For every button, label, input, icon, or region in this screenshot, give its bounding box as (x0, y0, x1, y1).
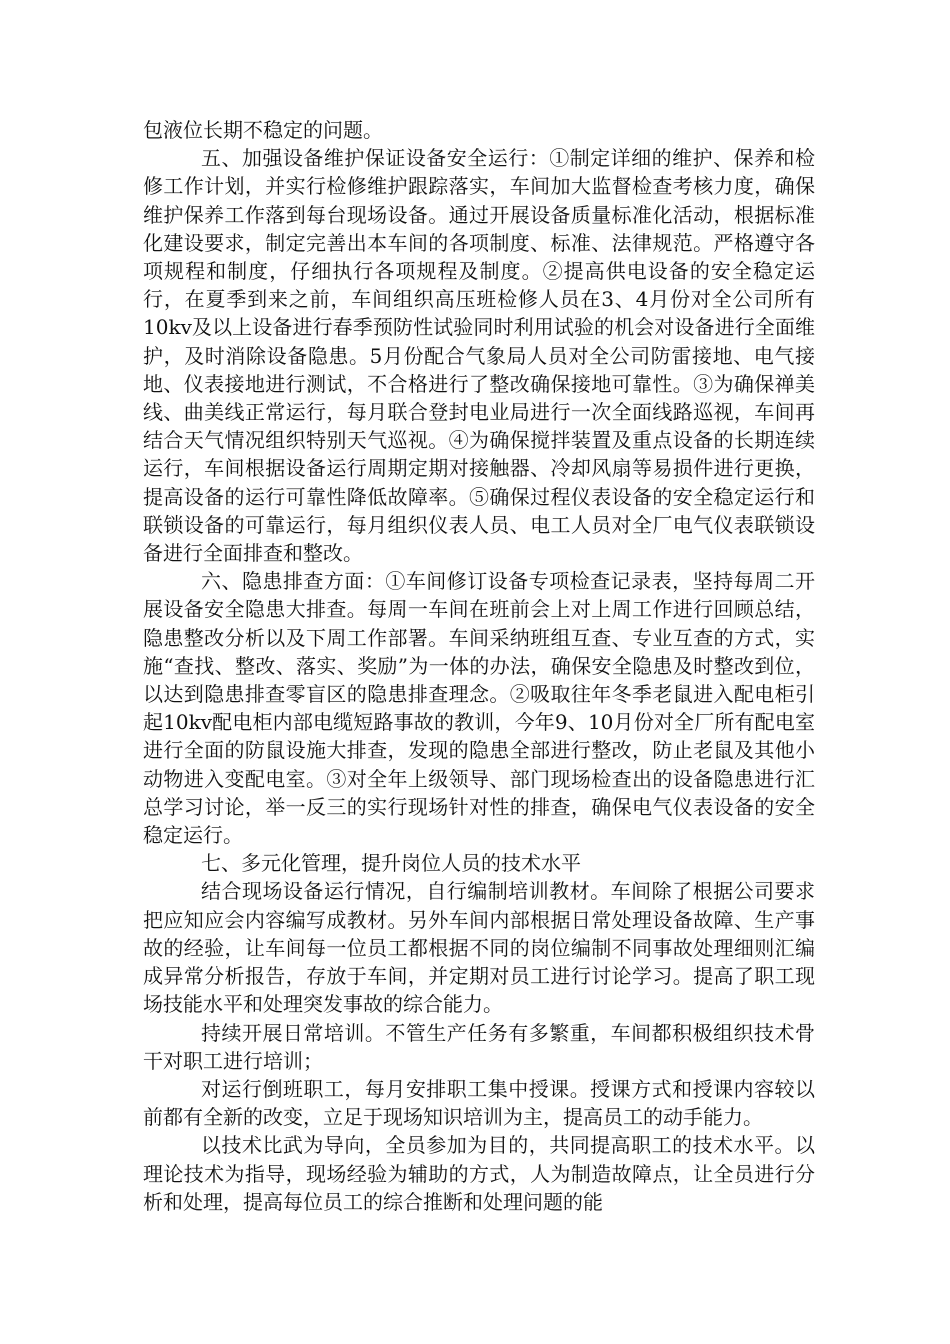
section-7-heading: 七、多元化管理，提升岗位人员的技术水平 (201, 851, 581, 876)
document-body (143, 116, 815, 1216)
paragraph-training-materials: 结合现场设备运行情况，自行编制培训教材。车间除了根据公司要求把应知应会内容编写成教材。另外车间内部根据日常处理设备故障、生产事故的经验，让车间每一位员工都根据不同的岗位编制不同事故处理细则汇编成异常分析报告，存放于车间，并定期对员工进行讨论学习。提高了职工现场技能水平和处理突发事故的综合能力。 (143, 879, 815, 1017)
paragraph-daily-training: 持续开展日常培训。不管生产任务有多繁重，车间都积极组织技术骨干对职工进行培训； (143, 1020, 815, 1073)
paragraph-shift-workers: 对运行倒班职工，每月安排职工集中授课。授课方式和授课内容较以前都有全新的改变，立足于现场知识培训为主，提高员工的动手能力。 (143, 1076, 815, 1130)
paragraph-section-6-hazard-inspection: 六、隐患排查方面：①车间修订设备专项检查记录表，坚持每周二开展设备安全隐患大排查。每周一车间在班前会上对上周工作进行回顾总结，隐患整改分析以及下周工作部署。车间采纳班组互查、专业互查的方式，实施“查找、整改、落实、奖励”为一体的办法，确保安全隐患及时整改到位，以达到隐患排查零盲区的隐患排查理念。②吸取往年冬季老鼠进入配电柜引起10kv配电柜内部电缆短路事故的教训，今年9、10月份对全厂所有配电室进行全面的防鼠设施大排查，发现的隐患全部进行整改，防止老鼠及其他小动物进入变配电室。③对全年上级领导、部门现场检查出的设备隐患进行汇总学习讨论，举一反三的实行现场针对性的排查，确保电气仪表设备的安全稳定运行。 (143, 569, 815, 848)
paragraph-section-5-equipment-maintenance: 五、加强设备维护保证设备安全运行：①制定详细的维护、保养和检修工作计划，并实行检修维护跟踪落实，车间加大监督检查考核力度，确保维护保养工作落到每台现场设备。通过开展设备质量标准化活动，根据标准化建设要求，制定完善出本车间的各项制度、标准、法律规范。严格遵守各项规程和制度，仔细执行各项规程及制度。②提高供电设备的安全稳定运行，在夏季到来之前，车间组织高压班检修人员在3、4月份对全公司所有10kv及以上设备进行春季预防性试验同时利用试验的机会对设备进行全面维护，及时消除设备隐患。5月份配合气象局人员对全公司防雷接地、电气接地、仪表接地进行测试，不合格进行了整改确保接地可靠性。③为确保禅美线、曲美线正常运行，每月联合登封电业局进行一次全面线路巡视，车间再结合天气情况组织特别天气巡视。④为确保搅拌装置及重点设备的长期连续运行，车间根据设备运行周期定期对接触器、冷却风扇等易损件进行更换，提高设备的运行可靠性降低故障率。⑤确保过程仪表设备的安全稳定运行和联锁设备的可靠运行，每月组织仪表人员、电工人员对全厂电气仪表联锁设备进行全面排查和整改。 (143, 146, 815, 566)
paragraph-skill-competition: 以技术比武为导向，全员参加为目的，共同提高职工的技术水平。以理论技术为指导，现场经验为辅助的方式，人为制造故障点，让全员进行分析和处理，提高每位员工的综合推断和处理问题的能 (143, 1133, 815, 1214)
paragraph-continuation: 包液位长期不稳定的问题。 (143, 118, 383, 142)
